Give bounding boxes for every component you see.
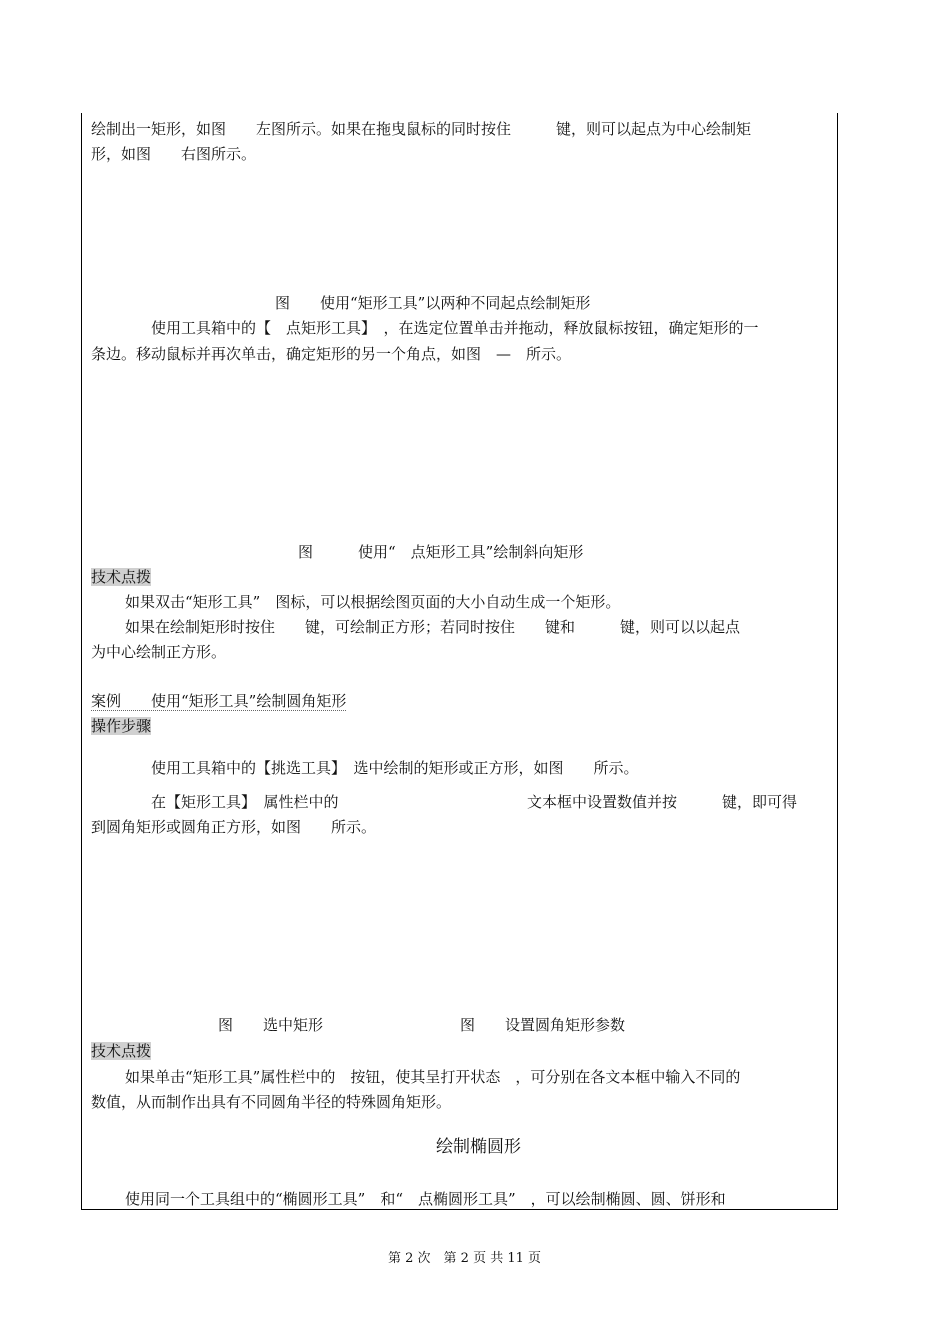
paragraph-2-line-1: 使用工具箱中的【 点矩形工具】 ，在选定位置单击并拖动，释放鼠标按钮，确定矩形的一 [151,319,759,337]
section-heading: 绘制椭圆形 [436,1137,521,1157]
figure-caption-3a: 图 选中矩形 [218,1016,324,1034]
page-footer: 第 2 次 第 2 页 共 11 页 [388,1251,542,1266]
tip-2-line-1: 如果单击“矩形工具”属性栏中的 按钮，使其呈打开状态 ，可分别在各文本框中输入不同的 [125,1068,741,1086]
tip-1-line-1: 如果双击“矩形工具” 图标，可以根据绘图页面的大小自动生成一个矩形。 [125,593,621,611]
tip-2-line-2: 数值，从而制作出具有不同圆角半径的特殊圆角矩形。 [91,1093,452,1111]
figure-caption-1: 图 使用“矩形工具”以两种不同起点绘制矩形 [275,294,591,312]
tip-label-1: 技术点拨 [91,568,152,586]
steps-label: 操作步骤 [91,717,152,735]
step-1: 使用工具箱中的【挑选工具】 选中绘制的矩形或正方形，如图 所示。 [151,759,639,777]
paragraph-3-line-1: 使用同一个工具组中的“椭圆形工具” 和“ 点椭圆形工具” ，可以绘制椭圆、圆、饼形和 [125,1190,726,1208]
tip-label-2: 技术点拨 [91,1042,152,1060]
tip-1-line-3: 为中心绘制正方形。 [91,643,227,661]
step-2-line-1a: 在【矩形工具】 属性栏中的 [151,793,339,811]
paragraph-1-line-2: 形，如图 右图所示。 [91,145,257,163]
step-2-line-2: 到圆角矩形或圆角正方形，如图 所示。 [91,818,377,836]
content-frame [81,113,838,1210]
figure-caption-2: 图 使用“ 点矩形工具”绘制斜向矩形 [298,543,584,561]
figure-caption-3b: 图 设置圆角矩形参数 [460,1016,626,1034]
tip-1-line-2: 如果在绘制矩形时按住 键，可绘制正方形；若同时按住 键和 键，则可以以起点 [125,618,741,636]
step-2-line-1b: 文本框中设置数值并按 键，即可得 [527,793,798,811]
case-title: 案例 使用“矩形工具”绘制圆角矩形 [91,692,347,710]
paragraph-1-line-1: 绘制出一矩形，如图 左图所示。如果在拖曳鼠标的同时按住 键，则可以起点为中心绘制矩 [91,120,752,138]
paragraph-2-line-2: 条边。移动鼠标并再次单击，确定矩形的另一个角点，如图 — 所示。 [91,345,572,363]
